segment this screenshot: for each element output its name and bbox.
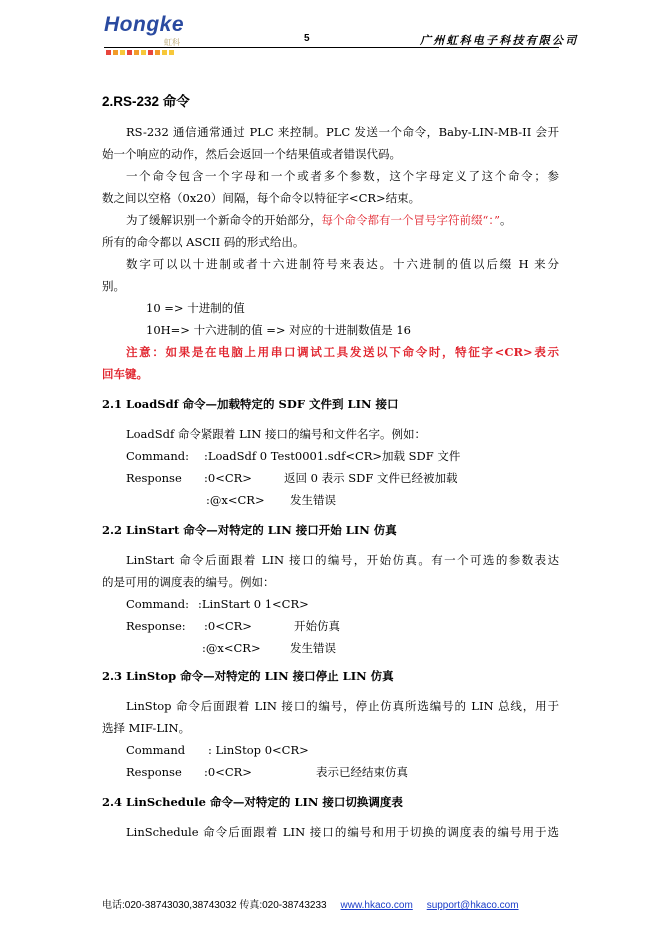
s21-response-desc: 返回 0 表示 SDF 文件已经被加载	[284, 471, 458, 485]
footer-contact: 电话:020-38743030,38743032 传真:020-38743233	[102, 900, 327, 911]
paragraph-1-line-2: 始一个响应的动作，然后会返回一个结果值或者错误代码。	[102, 147, 401, 161]
s24-description-line-1: LinSchedule 命令后面跟着 LIN 接口的编号和用于切换的调度表的编号用于选	[126, 825, 559, 839]
s22-response-desc: 开始仿真	[294, 619, 340, 633]
section-title: 2.RS-232 命令	[102, 94, 190, 109]
paragraph-3-text-a: 为了缓解识别一个新命令的开始部分，	[126, 213, 322, 227]
paragraph-3-line-1	[126, 210, 512, 230]
s23-command-value: : LinStop 0<CR>	[208, 743, 309, 757]
s22-response-value: :0<CR>	[204, 619, 252, 633]
subsection-2-3-title: 2.3 LinStop 命令—对特定的 LIN 接口停止 LIN 仿真	[102, 669, 394, 683]
s21-response-value: :0<CR>	[204, 471, 252, 485]
s21-error-value: :@x<CR>	[206, 493, 265, 507]
logo-dot	[120, 50, 125, 55]
s21-error-desc: 发生错误	[290, 493, 336, 507]
logo-dot	[169, 50, 174, 55]
s21-command-desc: 加载 SDF 文件	[382, 449, 461, 463]
s23-description-line-2: 选择 MIF-LIN。	[102, 721, 191, 735]
s22-command-value: :LinStart 0 1<CR>	[198, 597, 309, 611]
note-line-2: 回车键。	[102, 367, 148, 381]
s21-description: LoadSdf 命令紧跟着 LIN 接口的编号和文件名字。例如：	[126, 427, 426, 441]
s23-description-line-1: LinStop 命令后面跟着 LIN 接口的编号，停止仿真所选编号的 LIN 总线，用于	[126, 699, 559, 713]
logo-dot	[127, 50, 132, 55]
s22-response-label: Response:	[126, 619, 186, 633]
logo-dot	[106, 50, 111, 55]
company-logo	[104, 14, 194, 48]
colon-prefix-highlight: 每个命令都有一个冒号字符前缀“：”	[321, 213, 501, 227]
paragraph-2-line-1: 一个命令包含一个字母和一个或者多个参数，这个字母定义了这个命令；参	[126, 169, 559, 183]
logo-dot	[141, 50, 146, 55]
paragraph-3-line-2: 所有的命令都以 ASCII 码的形式给出。	[102, 235, 305, 249]
page-number: 5	[304, 33, 310, 44]
paragraph-2-line-2: 数之间以空格（0x20）间隔，每个命令以特征字<CR>结束。	[102, 191, 421, 205]
s23-response-label: Response	[126, 765, 182, 779]
paragraph-4-line-2: 别。	[102, 279, 125, 293]
example-hex: 10H=> 十六进制的值 => 对应的十进制数值是 16	[146, 323, 411, 337]
logo-dot	[162, 50, 167, 55]
logo-dot	[134, 50, 139, 55]
s21-command-value: :LoadSdf 0 Test0001.sdf<CR>	[204, 449, 383, 463]
logo-dot	[113, 50, 118, 55]
header-divider	[104, 47, 559, 48]
s22-description-line-2: 的是可用的调度表的编号。例如：	[102, 575, 275, 589]
s22-description-line-1: LinStart 命令后面跟着 LIN 接口的编号，开始仿真。有一个可选的参数表达	[126, 553, 559, 567]
logo-dot	[148, 50, 153, 55]
subsection-2-2-title: 2.2 LinStart 命令—对特定的 LIN 接口开始 LIN 仿真	[102, 523, 397, 537]
subsection-2-4-title: 2.4 LinSchedule 命令—对特定的 LIN 接口切换调度表	[102, 795, 403, 809]
s21-command-label: Command:	[126, 449, 190, 463]
note-line-1: 注意：如果是在电脑上用串口调试工具发送以下命令时，特征字<CR>表示	[126, 345, 559, 359]
subsection-2-1-title: 2.1 LoadSdf 命令—加载特定的 SDF 文件到 LIN 接口	[102, 397, 399, 411]
footer-email-link[interactable]: support@hkaco.com	[426, 900, 519, 911]
paragraph-1-line-1: RS-232 通信通常通过 PLC 来控制。PLC 发送一个命令，Baby-LIN-MB-II 会开	[126, 125, 559, 139]
logo-subtext: 虹科	[164, 38, 180, 47]
s23-response-value: :0<CR>	[204, 765, 252, 779]
s22-error-value: :@x<CR>	[202, 641, 261, 655]
logo-text: Hongke	[104, 13, 185, 36]
header-company-name: 广州虹科电子科技有限公司	[420, 34, 579, 47]
s21-response-label: Response	[126, 471, 182, 485]
example-decimal: 10 => 十进制的值	[146, 301, 245, 315]
footer	[102, 896, 519, 911]
logo-dot	[155, 50, 160, 55]
s23-command-label: Command	[126, 743, 186, 757]
paragraph-3-text-c: 。	[500, 213, 512, 227]
s22-error-desc: 发生错误	[290, 641, 336, 655]
s22-command-label: Command:	[126, 597, 190, 611]
footer-website-link[interactable]: www.hkaco.com	[340, 900, 413, 911]
paragraph-4-line-1: 数字可以以十进制或者十六进制符号来表达。十六进制的值以后缀 H 来分	[126, 257, 559, 271]
s23-response-desc: 表示已经结束仿真	[316, 765, 408, 779]
